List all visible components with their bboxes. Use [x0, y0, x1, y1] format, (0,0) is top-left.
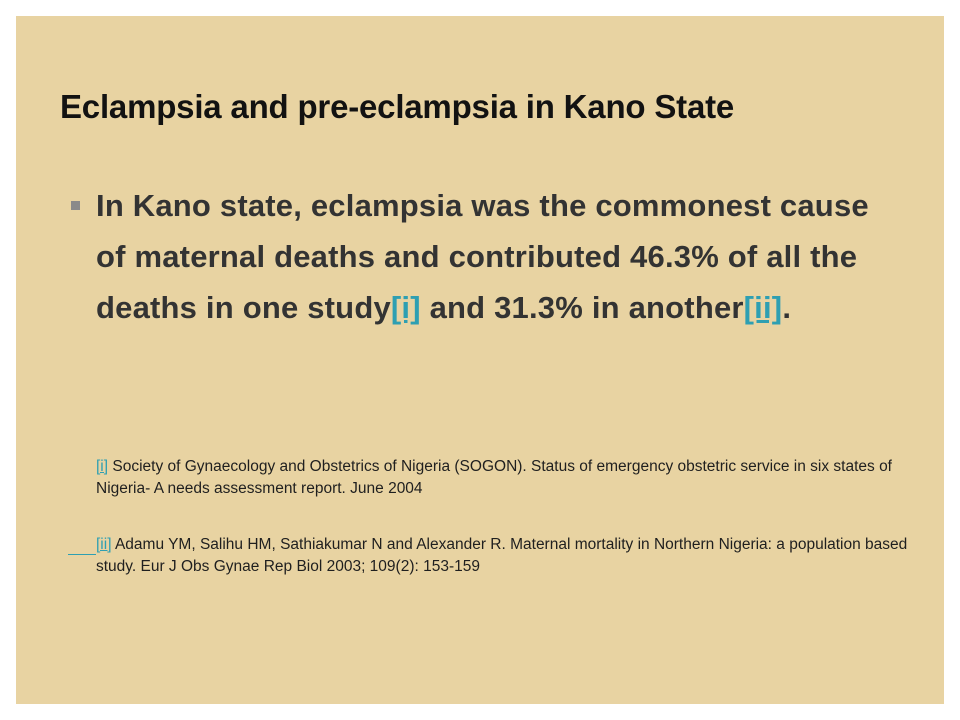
footnote-2-underline-lead	[68, 534, 96, 555]
bullet-text-part-3: .	[782, 290, 792, 325]
footnote-2-marker-link[interactable]: [ii]	[96, 536, 112, 553]
footnote-2	[96, 534, 916, 578]
bullet-text-part-1: In Kano state, eclampsia was the commonest cause of maternal deaths and contributed 46.3% of all the deaths in one study	[96, 188, 869, 325]
slide	[16, 16, 944, 704]
footnote-1	[96, 456, 916, 500]
footnote-1-marker-link[interactable]: [i]	[96, 458, 109, 475]
bullet-text-part-2: and 31.3% in another	[420, 290, 744, 325]
slide-title: Eclampsia and pre-eclampsia in Kano State	[60, 88, 735, 125]
footnote-2-text: Adamu YM, Salihu HM, Sathiakumar N and Alexander R. Maternal mortality in Northern Nigeria: a population based study. Eur J Obs Gynae Rep Biol 2003; 109(2): 153-159	[96, 536, 908, 575]
reference-link-1[interactable]: [i]	[390, 290, 421, 325]
reference-link-2[interactable]: [ii]	[743, 290, 783, 325]
footnote-1-text: Society of Gynaecology and Obstetrics of Nigeria (SOGON). Status of emergency obstetric service in six states of Nigeria- A needs assessment report. June 2004	[96, 458, 892, 497]
bullet-square-icon	[71, 201, 80, 210]
bullet-text	[96, 180, 896, 333]
